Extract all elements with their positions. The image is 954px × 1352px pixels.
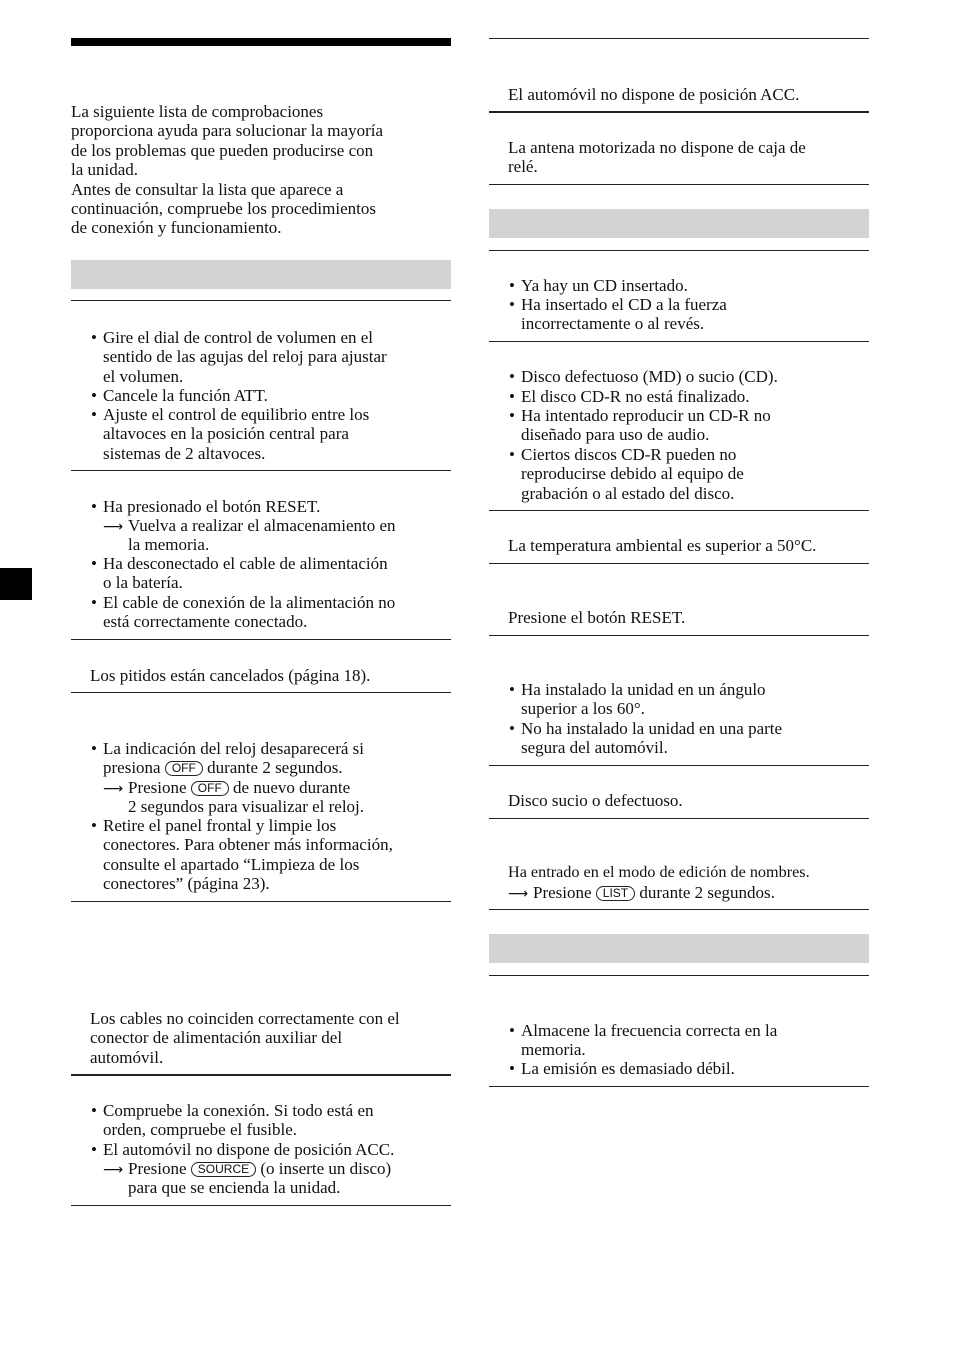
arrow-line: 2 segundos para visualizar el reloj.: [128, 797, 365, 816]
intro-line: de conexión y funcionamiento.: [71, 218, 282, 238]
divider: [71, 692, 451, 693]
bullet-item: • Ha intentado reproducir un CD-R no diseñado para uso de audio.: [509, 406, 771, 445]
bullet-line: sentido de las agujas del reloj para ajustar: [103, 347, 387, 367]
arrow-icon: ⟶: [103, 519, 124, 535]
text-line: Los cables no coinciden correctamente con el: [90, 1009, 400, 1028]
arrow-item: [508, 883, 775, 904]
bullet-line: Cancele la función ATT.: [103, 386, 268, 405]
divider: [489, 184, 869, 185]
text-line: automóvil.: [90, 1047, 164, 1067]
divider: [71, 1074, 451, 1076]
divider: [71, 901, 451, 902]
bullet-line: Disco defectuoso (MD) o sucio (CD).: [521, 367, 778, 386]
arrow-icon: ⟶: [508, 886, 529, 902]
bullet-line: El automóvil no dispone de posición ACC.: [103, 1140, 395, 1159]
bullet-line: Ha desconectado el cable de alimentación: [103, 554, 388, 573]
bullet-line: incorrectamente o al revés.: [521, 314, 705, 334]
bullet-line: orden, compruebe el fusible.: [103, 1120, 298, 1140]
bullet-line: o la batería.: [103, 573, 183, 593]
bullet-line: reproducirse debido al equipo de: [521, 464, 744, 484]
list-key-icon: LIST: [596, 886, 635, 901]
section-band-cd: [489, 209, 869, 238]
divider: [489, 818, 869, 819]
bullet-line: El cable de conexión de la alimentación no: [103, 593, 396, 612]
beep-text: Los pitidos están cancelados (página 18).: [90, 666, 371, 685]
bullet-line: sistemas de 2 altavoces.: [103, 443, 266, 463]
section-band-radio: [489, 934, 869, 963]
bullet-line: Ha intentado reproducir un CD-R no: [521, 406, 771, 425]
bullet-item: • Ajuste el control de equilibrio entre los altavoces en la posición central para sistemas de 2 altavoces.: [91, 405, 370, 463]
text-line: relé.: [508, 157, 538, 177]
bullet-line: Ya hay un CD insertado.: [521, 276, 688, 295]
bullet-line: consulte el apartado “Limpieza de los: [103, 854, 360, 874]
acc-text: El automóvil no dispone de posición ACC.: [508, 85, 800, 104]
bullet-line: segura del automóvil.: [521, 738, 668, 758]
divider: [489, 909, 869, 910]
bullet-line: superior a los 60°.: [521, 699, 645, 719]
text-line: conector de alimentación auxiliar del: [90, 1028, 343, 1048]
bullet-line: Ciertos discos CD-R pueden no: [521, 445, 737, 464]
bullet-item: • Cancele la función ATT.: [91, 386, 268, 405]
bullet-item: • Ha desconectado el cable de alimentación o la batería.: [91, 554, 388, 593]
text-span: (o inserte un disco): [260, 1159, 392, 1178]
bullet-item: • El disco CD-R no está finalizado.: [509, 387, 750, 406]
divider: [489, 38, 869, 39]
intro-line: Antes de consultar la lista que aparece a: [71, 179, 344, 199]
divider: [71, 639, 451, 640]
bullet-line: [91, 758, 364, 777]
divider: [489, 250, 869, 251]
intro-line: continuación, compruebe los procedimientos: [71, 199, 376, 219]
bullet-item: • Ha instalado la unidad en un ángulo superior a los 60°.: [509, 680, 766, 719]
off-key-icon: OFF: [191, 781, 229, 796]
bullet-line: Ha instalado la unidad en un ángulo: [521, 680, 766, 699]
bullet-item: • Ha presionado el botón RESET.: [91, 497, 321, 516]
temp-text: La temperatura ambiental es superior a 50°C.: [508, 536, 817, 555]
name-edit-text: Ha entrado en el modo de edición de nombres.: [508, 863, 810, 881]
divider: [489, 510, 869, 511]
divider: [489, 111, 869, 113]
text-span: Presione: [128, 778, 187, 797]
text-span: durante 2 segundos.: [207, 758, 343, 778]
divider: [489, 563, 869, 564]
intro-line: de los problemas que pueden producirse con: [71, 140, 374, 160]
bullet-line: memoria.: [521, 1040, 586, 1060]
intro-paragraph: [71, 102, 383, 238]
divider: [489, 975, 869, 976]
intro-line: la unidad.: [71, 160, 139, 180]
bullet-line: Retire el panel frontal y limpie los: [103, 816, 337, 835]
divider: [71, 1205, 451, 1206]
bullet-item: • Gire el dial de control de volumen en el sentido de las agujas del reloj para ajustar el volumen.: [91, 328, 387, 386]
dirty-disc-text: Disco sucio o defectuoso.: [508, 791, 683, 810]
bullet-line: Ajuste el control de equilibrio entre los: [103, 405, 370, 424]
bullet-item: • Disco defectuoso (MD) o sucio (CD).: [509, 367, 778, 386]
bullet-line: el volumen.: [103, 366, 184, 386]
bullet-item: • Compruebe la conexión. Si todo está en orden, compruebe el fusible.: [91, 1101, 374, 1140]
bullet-item: • Ha insertado el CD a la fuerza incorrectamente o al revés.: [509, 295, 727, 334]
text-line: La antena motorizada no dispone de caja de: [508, 138, 806, 157]
bullet-item: • Almacene la frecuencia correcta en la memoria.: [509, 1021, 778, 1060]
divider: [489, 1086, 869, 1087]
bullet-line: Ha presionado el botón RESET.: [103, 497, 321, 516]
bullet-item: • La emisión es demasiado débil.: [509, 1059, 735, 1078]
text-span: presiona: [103, 758, 161, 778]
source-key-icon: SOURCE: [191, 1162, 256, 1177]
text-span: de nuevo durante: [233, 778, 351, 797]
arrow-line: Vuelva a realizar el almacenamiento en: [128, 516, 396, 535]
arrow-line: para que se encienda la unidad.: [128, 1178, 341, 1197]
text-span: Presione: [533, 883, 592, 902]
bullet-line: altavoces en la posición central para: [103, 424, 349, 444]
bullet-line: diseñado para uso de audio.: [521, 425, 710, 445]
intro-line: proporciona ayuda para solucionar la mayoría: [71, 121, 384, 141]
text-span: durante 2 segundos.: [639, 883, 775, 902]
bullet-item: • Ya hay un CD insertado.: [509, 276, 688, 295]
divider: [489, 635, 869, 636]
bullet-item: • No ha instalado la unidad en una parte segura del automóvil.: [509, 719, 783, 758]
bullet-line: La indicación del reloj desaparecerá si: [103, 739, 365, 758]
text-span: Presione: [128, 1159, 187, 1178]
bullet-item: • El cable de conexión de la alimentación no está correctamente conectado.: [91, 593, 396, 632]
section-band-general: [71, 260, 451, 289]
divider: [489, 341, 869, 342]
bullet-line: conectores” (página 23).: [103, 874, 270, 894]
arrow-icon: ⟶: [103, 781, 124, 797]
bullet-item: • Ciertos discos CD-R pueden no reproducirse debido al equipo de grabación o al estado del disco.: [509, 445, 744, 503]
bullet-line: grabación o al estado del disco.: [521, 483, 735, 503]
arrow-line: la memoria.: [128, 535, 210, 554]
bullet-item: • El automóvil no dispone de posición ACC.: [91, 1140, 395, 1159]
bullet-line: Compruebe la conexión. Si todo está en: [103, 1101, 374, 1120]
cables-text: [90, 1009, 400, 1067]
bullet-line: Gire el dial de control de volumen en el: [103, 328, 374, 347]
intro-line: La siguiente lista de comprobaciones: [71, 102, 324, 121]
off-key-icon: OFF: [165, 761, 203, 776]
arrow-icon: ⟶: [103, 1162, 124, 1178]
bullet-line: está correctamente conectado.: [103, 612, 308, 632]
bullet-line: conectores. Para obtener más información,: [103, 835, 393, 855]
divider: [71, 470, 451, 471]
divider: [71, 300, 451, 301]
divider: [489, 765, 869, 766]
reset-text: Presione el botón RESET.: [508, 608, 686, 627]
antenna-text: [508, 138, 806, 177]
bullet-line: La emisión es demasiado débil.: [521, 1059, 735, 1078]
bullet-line: Almacene la frecuencia correcta en la: [521, 1021, 778, 1040]
bullet-line: No ha instalado la unidad en una parte: [521, 719, 783, 738]
title-bar: [71, 38, 451, 46]
section-tab-marker: [0, 568, 32, 600]
bullet-item: • La indicación del reloj desaparecerá si presiona OFF durante 2 segundos.: [91, 739, 365, 778]
bullet-line: Ha insertado el CD a la fuerza: [521, 295, 727, 314]
bullet-item: • Retire el panel frontal y limpie los conectores. Para obtener más información, consulte el apartado “Limpieza de los conectores” (página 23).: [91, 816, 393, 894]
bullet-line: El disco CD-R no está finalizado.: [521, 387, 750, 406]
